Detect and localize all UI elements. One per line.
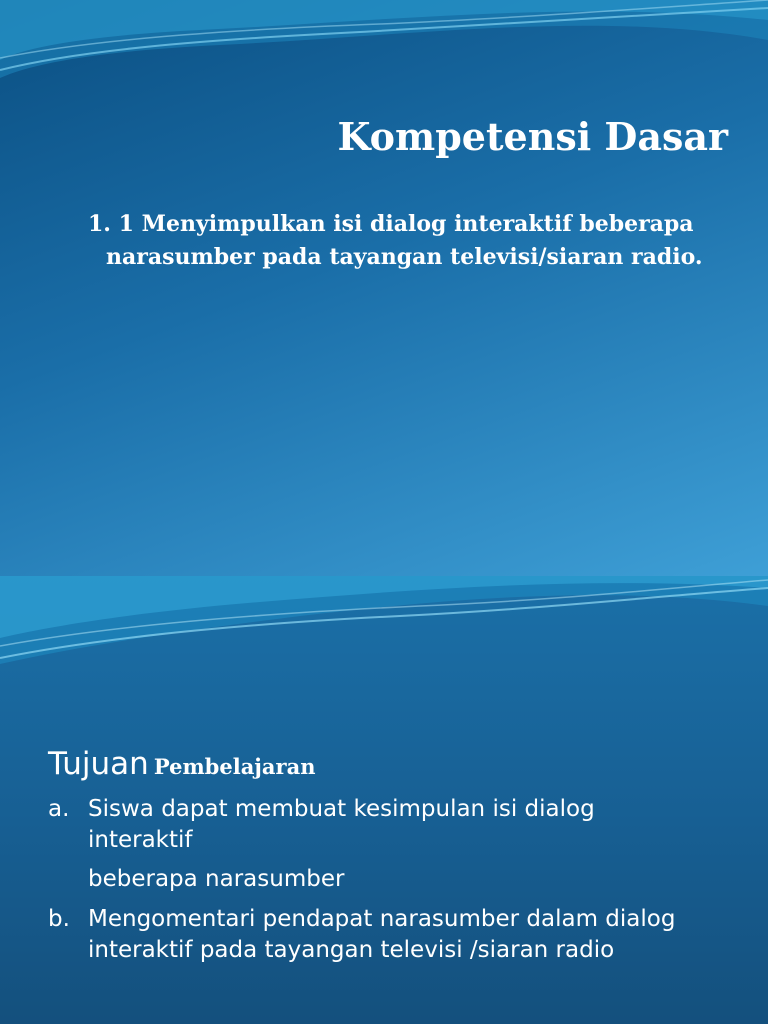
item-b-line-1: Mengomentari pendapat narasumber dalam dialog: [88, 906, 676, 932]
kompetensi-text: [88, 208, 728, 274]
item-b-line-2: interaktif pada tayangan televisi /siaran radio: [88, 937, 615, 963]
item-a-line-1: Siswa dapat membuat kesimpulan isi dialog: [88, 796, 595, 822]
item-a-line-3: beberapa narasumber: [88, 866, 345, 892]
list-marker: a.: [48, 796, 70, 822]
kompetensi-line-2: narasumber pada tayangan televisi/siaran radio.: [106, 244, 703, 270]
section-heading: [48, 746, 315, 782]
item-a-line-2: interaktif: [88, 827, 193, 853]
wave-decoration-icon: [0, 576, 768, 666]
kompetensi-line-1: 1. 1 Menyimpulkan isi dialog interaktif beberapa: [88, 211, 694, 237]
heading-pembelajaran: Pembelajaran: [153, 754, 316, 779]
heading-tujuan: Tujuan: [48, 746, 149, 782]
wave-decoration-icon: [0, 0, 768, 80]
slide-title: Kompetensi Dasar: [337, 114, 728, 159]
slide-2: [0, 576, 768, 1024]
list-marker: b.: [48, 906, 70, 932]
